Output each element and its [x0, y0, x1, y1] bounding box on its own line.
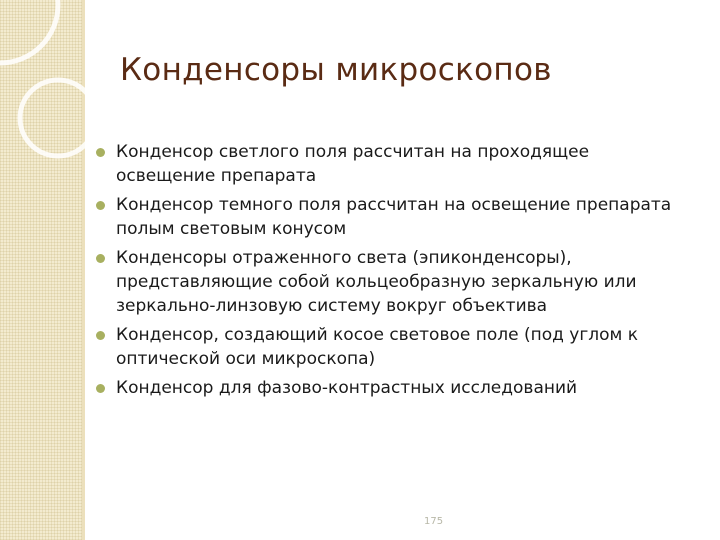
bullet-dot-icon: [96, 331, 105, 340]
bullet-list: [92, 140, 692, 405]
page-number: 175: [424, 516, 444, 527]
bullet-item: [92, 376, 692, 400]
bullet-text: Конденсор, создающий косое световое поле (под углом к оптической оси микроскопа): [116, 325, 639, 369]
bullet-text: Конденсоры отраженного света (эпиконденсоры), представляющие собой кольцеобразную зеркальную или зеркально-линзовую систему вокруг объектива: [116, 248, 637, 316]
bullet-dot-icon: [96, 201, 105, 210]
bullet-item: [92, 323, 692, 371]
bullet-dot-icon: [96, 254, 105, 263]
bullet-dot-icon: [96, 148, 105, 157]
bullet-item: [92, 193, 692, 241]
bullet-item: [92, 246, 692, 318]
bullet-text: Конденсор темного поля рассчитан на освещение препарата полым световым конусом: [116, 195, 672, 239]
bullet-dot-icon: [96, 384, 105, 393]
bullet-item: [92, 140, 692, 188]
slide-title: Конденсоры микроскопов: [120, 52, 552, 88]
swirl-ornament: [0, 0, 85, 200]
bullet-text: Конденсор для фазово-контрастных исследований: [116, 378, 578, 398]
bullet-text: Конденсор светлого поля рассчитан на проходящее освещение препарата: [116, 142, 590, 186]
